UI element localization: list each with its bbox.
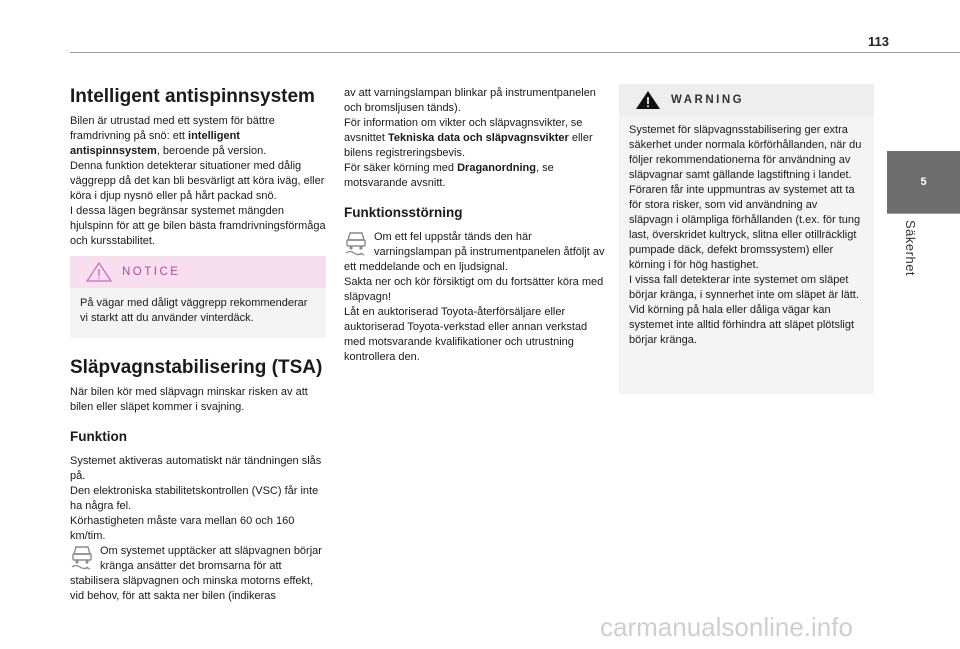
funktion-p2: Den elektroniska stabilitetskontrollen (VSC) får inte ha några fel. — [70, 485, 319, 512]
warning-p3: Vid körning på hala eller dåliga vägar kan systemet inte alltid förhindra att släpet plötsligt börjar kränga. — [629, 304, 855, 346]
chapter-title: Säkerhet — [903, 220, 918, 277]
funktion-p6: För information om vikter och släpvagnsvikter, se avsnittet Tekniska data och släpvagnsvikter eller bilens registreringsbevis. — [344, 117, 593, 159]
tsa-title: Släpvagnstabilisering (TSA) — [70, 357, 323, 378]
intelligent-p2: Denna funktion detekterar situationer med dålig väggrepp då det kan bli besvärligt att köra iväg, eller köra i djup nysnö eller på hårt packad snö. — [70, 160, 325, 202]
warning-box — [619, 84, 874, 394]
warning-body — [619, 116, 874, 356]
watermark: carmanualsonline.info — [600, 612, 853, 642]
tab-divider — [887, 213, 960, 214]
storning-p2: Sakta ner och kör försiktigt om du fortsätter köra med släpvagn! — [344, 276, 604, 303]
funktion-p7: För säker körning med Draganordning, se motsvarande avsnitt. — [344, 162, 554, 189]
notice-box — [70, 256, 326, 338]
chapter-tab[interactable]: 5 — [887, 151, 960, 213]
storning-p1: Om ett fel uppstår tänds den här varningslampan på instrumentpanelen åtföljt av ett meddelande och en ljudsignal. — [344, 231, 605, 273]
notice-text: På vägar med dåligt väggrepp rekommenderar vi starkt att du använder vinterdäck. — [80, 297, 308, 324]
intelligent-p1: Bilen är utrustad med ett system för bättre framdrivning på snö: ett intelligent antispinnsystem, beroende på version. — [70, 115, 275, 157]
page-number: 113 — [868, 34, 889, 49]
funktion-p5: av att varningslampan blinkar på instrumentpanelen och bromsljusen tänds). — [344, 87, 596, 114]
funktion-p4: Om systemet upptäcker att släpvagnen börjar kränga ansätter det bromsarna för att stabilisera släpvagnen och minska motorns effekt, vid behov, för att sakta ner bilen (indikeras — [70, 545, 322, 602]
warning-p1: Systemet för släpvagnsstabilisering ger extra säkerhet under normala körförhållanden, när du följer rekommendationerna för användning av släpvagnar samt gällande lagstiftning i landet. Föraren får inte uppmuntras av systemet att ta för stora risker, som vid användning av släpvagn i olämpliga förhållanden (t.ex. för tung last, överskridet kultryck, slitna eller otillräckligt pumpade däck, defekt bromssystem) eller körning i för hög hastighet. — [629, 124, 862, 271]
notice-triangle-icon — [86, 262, 112, 282]
intelligent-title: Intelligent antispinnsystem — [70, 86, 315, 107]
column-1 — [70, 86, 328, 249]
funktion-p1: Systemet aktiveras automatiskt när tändningen slås på. — [70, 455, 322, 482]
intelligent-p3: I dessa lägen begränsar systemet mängden hjulspinn för att ge bilen bästa framdrivningsförmåga och kursstabilitet. — [70, 205, 326, 247]
notice-header — [70, 256, 326, 288]
funktion-p3: Körhastigheten måste vara mellan 60 och 160 km/tim. — [70, 515, 295, 542]
column-2 — [344, 86, 606, 365]
notice-label: NOTICE — [122, 266, 181, 278]
storning-title: Funktionsstörning — [344, 205, 463, 220]
warning-triangle-icon — [635, 90, 661, 110]
warning-p2: I vissa fall detekterar inte systemet om släpet börjar kränga, i synnerhet inte om släpet är lätt. — [629, 274, 859, 301]
trailer-fault-warning-icon — [344, 230, 368, 256]
storning-p3: Låt en auktoriserad Toyota-återförsäljare eller auktoriserad Toyota-verkstad eller annan verkstad med motsvarande kvalifikationer och utrustning kontrollera den. — [344, 306, 588, 363]
column-1b — [70, 357, 328, 604]
header-rule — [70, 52, 960, 53]
warning-header — [619, 84, 874, 116]
funktion-title: Funktion — [70, 429, 127, 444]
trailer-sway-warning-icon — [70, 544, 94, 570]
warning-label: WARNING — [671, 94, 745, 106]
tsa-intro: När bilen kör med släpvagn minskar risken av att bilen eller släpet kommer i svajning. — [70, 386, 308, 413]
